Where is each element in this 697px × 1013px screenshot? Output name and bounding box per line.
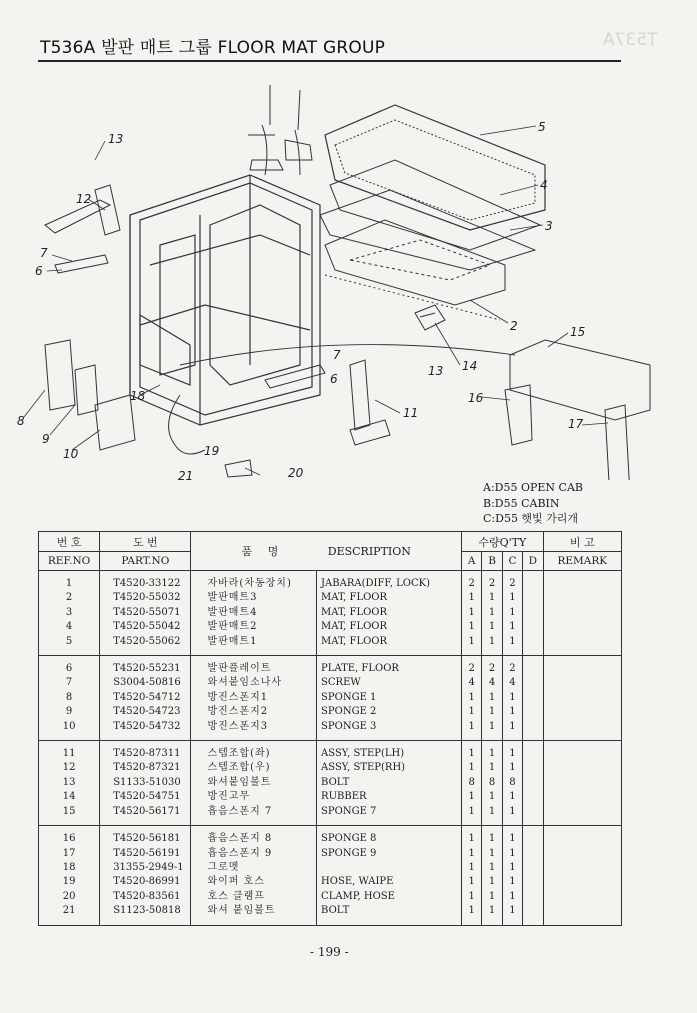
cell-d [523, 691, 543, 705]
callout-16: 16 [468, 391, 484, 405]
table-row [39, 805, 622, 826]
cell-a: 1 [461, 691, 481, 705]
callout-6b: 6 [330, 372, 338, 386]
table-row [39, 620, 622, 634]
cell-kname: 발판매트2 [191, 620, 317, 634]
cell-part: T4520-83561 [100, 890, 191, 904]
cell-d [523, 805, 543, 826]
cell-remark [543, 790, 621, 804]
callout-11: 11 [403, 406, 419, 420]
cell-d [523, 875, 543, 889]
cell-d [523, 741, 543, 762]
table-row [39, 606, 622, 620]
exploded-parts-diagram [0, 65, 697, 480]
cell-ref: 20 [39, 890, 100, 904]
cell-remark [543, 776, 621, 790]
cell-b: 8 [482, 776, 502, 790]
table-row [39, 875, 622, 889]
cell-c: 8 [502, 776, 522, 790]
callout-20: 20 [288, 466, 304, 480]
cell-kname: 발판플레이트 [191, 656, 317, 677]
callout-8: 8 [17, 414, 25, 428]
cell-kname: 스텝조합(좌) [191, 741, 317, 762]
cell-desc: MAT, FLOOR [317, 635, 462, 656]
cell-desc: CLAMP, HOSE [317, 890, 462, 904]
cell-kname: 와셔붙임소나사 [191, 676, 317, 690]
cell-d [523, 890, 543, 904]
cell-desc: PLATE, FLOOR [317, 656, 462, 677]
cell-b: 1 [482, 635, 502, 656]
cell-ref: 14 [39, 790, 100, 804]
cell-d [523, 761, 543, 775]
cell-b: 4 [482, 676, 502, 690]
cell-ref: 2 [39, 591, 100, 605]
cell-c: 2 [502, 571, 522, 592]
cell-kname: 그로멧 [191, 861, 317, 875]
cell-desc: HOSE, WAIPE [317, 875, 462, 889]
cell-d [523, 847, 543, 861]
header-qty-a: A [461, 552, 481, 571]
header-qty-d: D [523, 552, 543, 571]
cell-c: 1 [502, 705, 522, 719]
cell-ref: 13 [39, 776, 100, 790]
cell-part: S3004-50816 [100, 676, 191, 690]
cell-kname: 스텝조합(우) [191, 761, 317, 775]
cell-part: S1123-50818 [100, 904, 191, 925]
cell-ref: 19 [39, 875, 100, 889]
cell-a: 1 [461, 890, 481, 904]
cell-b: 2 [482, 571, 502, 592]
cell-desc: BOLT [317, 776, 462, 790]
table-row [39, 904, 622, 925]
bleed-through-text: T537A [602, 30, 657, 50]
cell-remark [543, 635, 621, 656]
parts-table-body [39, 571, 622, 926]
cell-remark [543, 705, 621, 719]
cell-c: 1 [502, 826, 522, 847]
cell-remark [543, 875, 621, 889]
table-row [39, 741, 622, 762]
cell-a: 1 [461, 741, 481, 762]
cell-a: 1 [461, 904, 481, 925]
sponges-drawing [505, 340, 650, 480]
cell-kname: 발판매트3 [191, 591, 317, 605]
cell-remark [543, 741, 621, 762]
cell-kname: 흡음스폰지 7 [191, 805, 317, 826]
cell-a: 1 [461, 847, 481, 861]
cell-d [523, 776, 543, 790]
cell-c: 1 [502, 620, 522, 634]
callout-15: 15 [570, 325, 586, 339]
cell-part: T4520-56181 [100, 826, 191, 847]
cell-remark [543, 691, 621, 705]
cell-d [523, 720, 543, 741]
callout-13b: 13 [428, 364, 444, 378]
cell-ref: 6 [39, 656, 100, 677]
cell-kname: 와이퍼 호스 [191, 875, 317, 889]
header-part-en: PART.NO [100, 552, 191, 571]
cell-ref: 18 [39, 861, 100, 875]
model-legend [483, 480, 583, 527]
cell-desc: ASSY, STEP(LH) [317, 741, 462, 762]
cell-ref: 16 [39, 826, 100, 847]
cell-desc: RUBBER [317, 790, 462, 804]
cell-part: S1133-51030 [100, 776, 191, 790]
callout-7b: 7 [333, 348, 341, 362]
cell-desc: SPONGE 3 [317, 720, 462, 741]
callout-3: 3 [545, 219, 553, 233]
cell-b: 1 [482, 720, 502, 741]
cell-a: 2 [461, 656, 481, 677]
table-row [39, 847, 622, 861]
cell-b: 1 [482, 890, 502, 904]
cell-desc: MAT, FLOOR [317, 606, 462, 620]
cell-remark [543, 571, 621, 592]
cell-c: 1 [502, 720, 522, 741]
cell-remark [543, 606, 621, 620]
cell-kname: 방진스폰지2 [191, 705, 317, 719]
callout-17: 17 [568, 417, 584, 431]
callout-18: 18 [130, 389, 146, 403]
cell-a: 1 [461, 705, 481, 719]
cell-b: 1 [482, 826, 502, 847]
cell-c: 1 [502, 805, 522, 826]
callout-21: 21 [178, 469, 194, 480]
callout-19: 19 [204, 444, 220, 458]
cell-a: 1 [461, 761, 481, 775]
cell-desc: SCREW [317, 676, 462, 690]
cell-remark [543, 656, 621, 677]
cell-part: T4520-54712 [100, 691, 191, 705]
cell-a: 1 [461, 635, 481, 656]
cell-c: 1 [502, 890, 522, 904]
cab-frame-drawing [130, 175, 320, 425]
cell-part: T4520-55071 [100, 606, 191, 620]
cell-desc: BOLT [317, 904, 462, 925]
cell-ref: 4 [39, 620, 100, 634]
cell-d [523, 790, 543, 804]
cell-kname: 방진스폰지1 [191, 691, 317, 705]
callout-5: 5 [538, 120, 546, 134]
table-row [39, 761, 622, 775]
cell-b: 1 [482, 805, 502, 826]
cell-b: 1 [482, 691, 502, 705]
cell-a: 1 [461, 790, 481, 804]
step-parts-drawing [45, 185, 390, 477]
cell-kname: 흡음스폰지 9 [191, 847, 317, 861]
cell-a: 1 [461, 620, 481, 634]
cell-part: T4520-54723 [100, 705, 191, 719]
cell-ref: 10 [39, 720, 100, 741]
cell-ref: 9 [39, 705, 100, 719]
cell-c: 1 [502, 790, 522, 804]
callout-6: 6 [35, 264, 43, 278]
table-row [39, 635, 622, 656]
cell-part: T4520-56171 [100, 805, 191, 826]
table-row [39, 720, 622, 741]
cell-desc: SPONGE 2 [317, 705, 462, 719]
cell-b: 1 [482, 591, 502, 605]
cell-c: 1 [502, 635, 522, 656]
page-title: T536A 발판 매트 그룹 FLOOR MAT GROUP [40, 38, 386, 58]
cell-kname: 발판매트1 [191, 635, 317, 656]
header-name-ko: 품 명 [241, 545, 285, 558]
legend-b: B:D55 CABIN [483, 496, 560, 510]
cell-b: 1 [482, 861, 502, 875]
cell-c: 1 [502, 847, 522, 861]
cell-remark [543, 890, 621, 904]
cell-d [523, 656, 543, 677]
table-row [39, 890, 622, 904]
cell-part: T4520-56191 [100, 847, 191, 861]
cell-d [523, 591, 543, 605]
cell-ref: 5 [39, 635, 100, 656]
cell-desc: JABARA(DIFF, LOCK) [317, 571, 462, 592]
cell-desc: ASSY, STEP(RH) [317, 761, 462, 775]
cell-a: 1 [461, 606, 481, 620]
cell-a: 1 [461, 861, 481, 875]
cell-ref: 21 [39, 904, 100, 925]
cell-c: 1 [502, 861, 522, 875]
cell-kname: 흡음스폰지 8 [191, 826, 317, 847]
cell-d [523, 635, 543, 656]
cell-a: 1 [461, 720, 481, 741]
table-row [39, 571, 622, 592]
header-remark-ko: 비 고 [543, 532, 621, 552]
cell-remark [543, 720, 621, 741]
legend-a: A:D55 OPEN CAB [483, 481, 583, 494]
cell-ref: 11 [39, 741, 100, 762]
table-row [39, 861, 622, 875]
cell-part: T4520-55042 [100, 620, 191, 634]
cell-c: 4 [502, 676, 522, 690]
header-qty-c: C [502, 552, 522, 571]
cell-b: 1 [482, 761, 502, 775]
header-desc-en: DESCRIPTION [327, 545, 411, 558]
cell-a: 1 [461, 591, 481, 605]
callout-9: 9 [42, 432, 50, 446]
cell-d [523, 571, 543, 592]
cell-c: 1 [502, 904, 522, 925]
cell-remark [543, 847, 621, 861]
cell-kname: 와셔붙임볼트 [191, 776, 317, 790]
cell-desc: SPONGE 9 [317, 847, 462, 861]
cell-kname: 발판매트4 [191, 606, 317, 620]
cell-ref: 3 [39, 606, 100, 620]
cell-d [523, 676, 543, 690]
cell-kname: 와셔 붙임볼트 [191, 904, 317, 925]
cell-ref: 7 [39, 676, 100, 690]
cell-remark [543, 761, 621, 775]
lever-boots-drawing [248, 85, 312, 175]
cell-ref: 8 [39, 691, 100, 705]
cell-b: 1 [482, 904, 502, 925]
cell-part: T4520-55062 [100, 635, 191, 656]
cell-a: 4 [461, 676, 481, 690]
cell-kname: 방진스폰지3 [191, 720, 317, 741]
title-rule [38, 60, 621, 62]
cell-part: T4520-33122 [100, 571, 191, 592]
cell-a: 1 [461, 826, 481, 847]
cell-c: 1 [502, 761, 522, 775]
cell-part: T4520-87311 [100, 741, 191, 762]
header-part-ko: 도 번 [100, 532, 191, 552]
cell-desc: SPONGE 8 [317, 826, 462, 847]
parts-table [38, 531, 622, 926]
cell-a: 1 [461, 875, 481, 889]
cell-b: 1 [482, 847, 502, 861]
legend-c: C:D55 햇빛 가리개 [483, 512, 579, 525]
callout-14: 14 [462, 359, 478, 373]
cell-remark [543, 676, 621, 690]
cell-c: 1 [502, 691, 522, 705]
cell-b: 1 [482, 606, 502, 620]
cell-desc: MAT, FLOOR [317, 591, 462, 605]
cell-b: 1 [482, 741, 502, 762]
cell-remark [543, 826, 621, 847]
cell-c: 1 [502, 741, 522, 762]
cell-b: 1 [482, 790, 502, 804]
table-row [39, 591, 622, 605]
cell-kname: 호스 클램프 [191, 890, 317, 904]
cell-remark [543, 805, 621, 826]
cell-kname: 방진고무 [191, 790, 317, 804]
cell-part: T4520-55231 [100, 656, 191, 677]
cell-remark [543, 620, 621, 634]
table-header-row [39, 532, 622, 552]
cell-desc: SPONGE 7 [317, 805, 462, 826]
cell-d [523, 861, 543, 875]
cell-part: T4520-54751 [100, 790, 191, 804]
floor-mats-drawing [320, 105, 545, 330]
cell-ref: 15 [39, 805, 100, 826]
cell-d [523, 620, 543, 634]
cell-d [523, 705, 543, 719]
cell-d [523, 904, 543, 925]
cell-c: 1 [502, 875, 522, 889]
cell-a: 8 [461, 776, 481, 790]
cell-d [523, 826, 543, 847]
header-ref-ko: 번 호 [39, 532, 100, 552]
cell-b: 2 [482, 656, 502, 677]
cell-c: 2 [502, 656, 522, 677]
cell-c: 1 [502, 591, 522, 605]
header-name-desc [191, 532, 462, 571]
table-row [39, 676, 622, 690]
table-row [39, 705, 622, 719]
cell-part: T4520-55032 [100, 591, 191, 605]
callout-12: 12 [76, 192, 92, 206]
table-row [39, 656, 622, 677]
cell-c: 1 [502, 606, 522, 620]
callout-4: 4 [540, 178, 548, 192]
cell-remark [543, 591, 621, 605]
cell-a: 2 [461, 571, 481, 592]
header-qty-b: B [482, 552, 502, 571]
callout-13: 13 [108, 132, 124, 146]
cell-remark [543, 904, 621, 925]
cell-b: 1 [482, 620, 502, 634]
cell-ref: 17 [39, 847, 100, 861]
cell-remark [543, 861, 621, 875]
cell-part: 31355-2949-1 [100, 861, 191, 875]
cell-ref: 12 [39, 761, 100, 775]
table-row [39, 691, 622, 705]
cell-desc: SPONGE 1 [317, 691, 462, 705]
cell-b: 1 [482, 875, 502, 889]
table-row [39, 776, 622, 790]
cell-part: T4520-87321 [100, 761, 191, 775]
table-row [39, 826, 622, 847]
leader-lines [24, 126, 608, 475]
cell-desc: MAT, FLOOR [317, 620, 462, 634]
header-qty: 수량Q'TY [461, 532, 543, 552]
cell-part: T4520-54732 [100, 720, 191, 741]
cell-ref: 1 [39, 571, 100, 592]
cell-kname: 자바라(차동장치) [191, 571, 317, 592]
header-ref-en: REF.NO [39, 552, 100, 571]
cell-b: 1 [482, 705, 502, 719]
cell-a: 1 [461, 805, 481, 826]
page-number: - 199 - [310, 945, 349, 959]
header-remark-en: REMARK [543, 552, 621, 571]
callout-labels [17, 120, 585, 480]
cell-desc [317, 861, 462, 875]
callout-7: 7 [40, 246, 48, 260]
callout-2: 2 [510, 319, 518, 333]
cell-part: T4520-86991 [100, 875, 191, 889]
callout-10: 10 [63, 447, 79, 461]
table-row [39, 790, 622, 804]
cell-d [523, 606, 543, 620]
